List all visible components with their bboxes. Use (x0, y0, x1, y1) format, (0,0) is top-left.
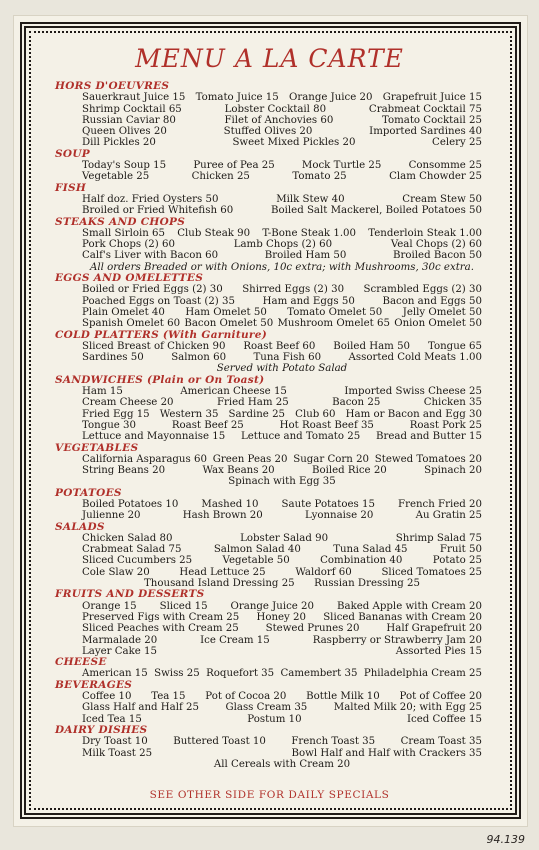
menu-item: Au Gratin 25 (415, 510, 482, 522)
menu-row (55, 386, 482, 397)
menu-row (55, 409, 482, 420)
menu-item: Celery 25 (432, 137, 482, 149)
menu-item: Bread and Butter 15 (376, 431, 482, 443)
menu-row (55, 307, 482, 318)
menu-item: Sliced 15 (159, 600, 208, 612)
section-heading: EGGS AND OMELETTES (55, 272, 204, 285)
menu-row (55, 510, 482, 521)
menu-row (55, 115, 482, 126)
menu-item-centered: All Cereals with Cream 20 (213, 758, 351, 770)
section-note: All orders Breaded or with Onions, 10c extra; with Mushrooms, 30c extra. (90, 261, 474, 273)
menu-row (55, 284, 482, 295)
menu-item: Fried Egg 15 (82, 408, 150, 420)
menu-item: Plain Omelet 40 (82, 306, 165, 318)
menu-item: Onion Omelet 50 (394, 318, 482, 330)
menu-row (55, 92, 482, 103)
menu-item: Honey 20 (256, 611, 307, 623)
menu-item: Tomato Omelet 50 (287, 306, 383, 318)
section-heading: COLD PLATTERS (With Garniture) (55, 328, 268, 341)
menu-row (55, 194, 482, 205)
menu-row (55, 567, 482, 578)
menu-item: Postum 10 (247, 713, 302, 725)
menu-item: Bacon Omelet 50 (184, 318, 274, 330)
menu-item: Cream Cheese 20 (82, 397, 174, 409)
menu-item: Half Grapefruit 20 (386, 623, 482, 635)
menu-item: Roast Beef 25 (171, 419, 244, 431)
menu-item: Mushroom Omelet 65 (277, 318, 390, 330)
menu-item: Salmon 60 (171, 352, 227, 364)
menu-item: Club Steak 90 (177, 227, 251, 239)
menu-row (55, 250, 482, 261)
section-heading: SOUP (55, 147, 90, 160)
menu-item: Boiled or Fried Eggs (2) 30 (82, 284, 223, 296)
menu-item: Milk Toast 25 (82, 747, 153, 759)
menu-item: Lobster Cocktail 80 (224, 103, 327, 115)
menu-row (55, 702, 482, 713)
menu-item: Chicken 25 (191, 171, 250, 183)
menu-item: Orange 15 (82, 600, 137, 612)
menu-item: Consomme 25 (408, 160, 482, 172)
menu-item: Ham Omelet 50 (185, 306, 267, 318)
menu-item: Salmon Salad 40 (213, 544, 301, 556)
menu-item: Tongue 30 (82, 419, 137, 431)
menu-content (55, 81, 482, 770)
menu-item: Queen Olives 20 (82, 126, 167, 138)
menu-item: Vegetable 25 (82, 171, 150, 183)
menu-item: Sliced Tomatoes 25 (381, 566, 482, 578)
menu-row (55, 205, 482, 216)
menu-item: Hash Brown 20 (182, 510, 263, 522)
menu-item: Roast Pork 25 (409, 419, 482, 431)
menu-row (55, 352, 482, 363)
menu-row (55, 499, 482, 510)
menu-item: Cole Slaw 20 (82, 566, 150, 578)
menu-title: MENU A LA CARTE (135, 44, 404, 73)
section-heading: BEVERAGES (55, 678, 133, 691)
menu-item: Iced Tea 15 (82, 713, 142, 725)
menu-item: Tomato Juice 15 (195, 92, 279, 104)
menu-item: Calf's Liver with Bacon 60 (82, 250, 219, 262)
menu-item: Boiled Potatoes 10 (82, 498, 179, 510)
menu-row (55, 635, 482, 646)
menu-item: Spanish Omelet 60 (82, 318, 181, 330)
menu-item: Veal Chops (2) 60 (390, 239, 482, 251)
menu-item: Shrimp Cocktail 65 (82, 103, 182, 115)
menu-item: Shirred Eggs (2) 30 (242, 284, 345, 296)
section-heading: CHEESE (55, 656, 107, 669)
menu-item: Marmalade 20 (82, 634, 158, 646)
menu-item: Clam Chowder 25 (389, 171, 482, 183)
menu-item: Bowl Half and Half with Crackers 35 (291, 747, 482, 759)
menu-row (55, 171, 482, 182)
menu-row (55, 239, 482, 250)
menu-item: Imported Swiss Cheese 25 (344, 386, 482, 398)
menu-item: Baked Apple with Cream 20 (337, 600, 482, 612)
menu-item: Jelly Omelet 50 (402, 306, 482, 318)
menu-row (55, 420, 482, 431)
menu-item: Pot of Cocoa 20 (205, 691, 287, 703)
menu-row (55, 544, 482, 555)
menu-item: Dry Toast 10 (82, 736, 148, 748)
menu-item: Crabmeat Salad 75 (82, 544, 182, 556)
section-heading: HORS D'OEUVRES (55, 80, 170, 92)
menu-row (55, 318, 482, 329)
menu-item: Head Lettuce 25 (179, 566, 266, 578)
menu-item: Tongue 65 (427, 340, 482, 352)
section-note: Served with Potato Salad (216, 363, 348, 375)
menu-row (55, 397, 482, 408)
menu-item: Broiled Ham 50 (264, 250, 347, 262)
menu-item: Combination 40 (320, 555, 403, 567)
menu-item: Sardine 25 (228, 408, 286, 420)
menu-row (55, 465, 482, 476)
menu-item: Boiled Salt Mackerel, Boiled Potatoes 50 (271, 205, 482, 217)
menu-row (55, 104, 482, 115)
menu-item: Mashed 10 (201, 498, 259, 510)
menu-item: Tomato Cocktail 25 (381, 114, 482, 126)
menu-item: Assorted Pies 15 (395, 645, 482, 657)
menu-row (55, 736, 482, 747)
menu-item: Malted Milk 20; with Egg 25 (333, 702, 482, 714)
menu-item: Shrimp Salad 75 (395, 532, 482, 544)
menu-item: Lyonnaise 20 (304, 510, 374, 522)
menu-item: Layer Cake 15 (82, 645, 158, 657)
menu-item: Lettuce and Mayonnaise 15 (82, 431, 226, 443)
menu-item: Pot of Coffee 20 (399, 691, 482, 703)
menu-item: California Asparagus 60 (82, 453, 207, 465)
catalog-number: 94.139 (486, 833, 525, 846)
menu-item: Tea 15 (151, 691, 186, 703)
section-heading: STEAKS AND CHOPS (55, 215, 186, 228)
menu-row (55, 748, 482, 759)
section-heading: POTATOES (55, 486, 122, 499)
menu-item: Club 60 (295, 408, 336, 420)
menu-item: Ice Cream 15 (200, 634, 270, 646)
menu-row (55, 646, 482, 657)
menu-item: Green Peas 20 (212, 453, 288, 465)
menu-item: Coffee 10 (82, 691, 132, 703)
menu-item: Orange Juice 20 (230, 600, 315, 612)
menu-item: Chicken 35 (423, 397, 482, 409)
menu-row (55, 160, 482, 171)
menu-item: Filet of Anchovies 60 (224, 114, 334, 126)
menu-item: Julienne 20 (82, 510, 141, 522)
menu-item: Wax Beans 20 (202, 465, 275, 477)
menu-item: Bacon 25 (332, 397, 381, 409)
menu-item: Sugar Corn 20 (293, 453, 370, 465)
menu-item: Cream Toast 35 (400, 736, 482, 748)
menu-item: Scrambled Eggs (2) 30 (363, 284, 482, 296)
menu-item: Ham 15 (82, 386, 123, 398)
menu-item: French Toast 35 (291, 736, 376, 748)
menu-item: Sliced Peaches with Cream 25 (82, 623, 239, 635)
menu-item: Crabmeat Cocktail 75 (368, 103, 482, 115)
menu-row (55, 296, 482, 307)
menu-item: Tomato 25 (292, 171, 347, 183)
menu-item: Preserved Figs with Cream 25 (82, 611, 240, 623)
menu-item: Sauerkraut Juice 15 (82, 92, 186, 104)
menu-item: Sliced Breast of Chicken 90 (82, 340, 226, 352)
menu-item: Cream Stew 50 (402, 193, 482, 205)
menu-item: Sardines 50 (82, 352, 144, 364)
menu-item: Chicken Salad 80 (82, 532, 173, 544)
menu-row (55, 555, 482, 566)
menu-item: Tenderloin Steak 1.00 (368, 227, 482, 239)
menu-item: Potato 25 (432, 555, 482, 567)
menu-item: French Fried 20 (398, 498, 482, 510)
menu-item: Vegetable 50 (222, 555, 290, 567)
menu-item: Sliced Cucumbers 25 (82, 555, 193, 567)
menu-row (55, 341, 482, 352)
menu-item: Glass Half and Half 25 (82, 702, 199, 714)
menu-item: Lobster Salad 90 (240, 532, 329, 544)
menu-item: T-Bone Steak 1.00 (262, 227, 357, 239)
menu-item: Stuffed Olives 20 (223, 126, 313, 138)
menu-item: String Beans 20 (82, 465, 166, 477)
menu-item: Grapefruit Juice 15 (382, 92, 482, 104)
menu-row (55, 533, 482, 544)
menu-item: Glass Cream 35 (225, 702, 308, 714)
menu-row (55, 691, 482, 702)
section-heading: VEGETABLES (55, 441, 139, 454)
menu-item: Roquefort 35 (206, 668, 275, 680)
menu-item: Roast Beef 60 (243, 340, 316, 352)
section-heading: DAIRY DISHES (55, 723, 148, 736)
menu-item: Sweet Mixed Pickles 20 (232, 137, 356, 149)
menu-row (55, 126, 482, 137)
menu-item: Swiss 25 (154, 668, 200, 680)
menu-item: Puree of Pea 25 (193, 160, 275, 172)
menu-item: Bottle Milk 10 (306, 691, 380, 703)
menu-item-centered: Thousand Island Dressing 25 Russian Dressing 25 (144, 578, 420, 590)
menu-item: Waldorf 60 (295, 566, 352, 578)
menu-item: Stewed Tomatoes 20 (374, 453, 482, 465)
menu-row (55, 623, 482, 634)
menu-item: American Cheese 15 (180, 386, 287, 398)
menu-item: Today's Soup 15 (82, 160, 167, 172)
menu-item: Bacon and Eggs 50 (382, 295, 482, 307)
menu-item: Orange Juice 20 (289, 92, 373, 104)
menu-row (55, 228, 482, 239)
section-heading: SANDWICHES (Plain or On Toast) (55, 373, 265, 386)
menu-item: Sliced Bananas with Cream 20 (323, 611, 482, 623)
menu-item: Assorted Cold Meats 1.00 (348, 352, 482, 364)
menu-item: Ham and Eggs 50 (262, 295, 355, 307)
menu-item: Saute Potatoes 15 (281, 498, 375, 510)
menu-item: Iced Coffee 15 (407, 713, 482, 725)
menu-item: Dill Pickles 20 (82, 137, 156, 149)
menu-item: Spinach 20 (424, 465, 482, 477)
menu-item: Camembert 35 (280, 668, 358, 680)
menu-item: Pork Chops (2) 60 (82, 239, 175, 251)
menu-item: Broiled or Fried Whitefish 60 (82, 205, 234, 217)
menu-item: Western 35 (159, 408, 219, 420)
menu-item: Boiled Rice 20 (312, 465, 387, 477)
menu-item: Russian Caviar 80 (82, 114, 176, 126)
menu-item: Buttered Toast 10 (173, 736, 266, 748)
menu-item: Lamb Chops (2) 60 (233, 239, 333, 251)
section-heading: SALADS (55, 520, 105, 533)
footer-note: SEE OTHER SIDE FOR DAILY SPECIALS (149, 789, 390, 801)
menu-item: Lettuce and Tomato 25 (241, 431, 361, 443)
menu-item: Poached Eggs on Toast (2) 35 (82, 295, 235, 307)
menu-item: Tuna Fish 60 (253, 352, 322, 364)
menu-item-centered: Spinach with Egg 35 (228, 476, 336, 488)
menu-item: Fried Ham 25 (216, 397, 289, 409)
menu-item: Philadelphia Cream 25 (363, 668, 482, 680)
menu-item: Ham or Bacon and Egg 30 (345, 408, 482, 420)
menu-item: Imported Sardines 40 (369, 126, 482, 138)
menu-row (55, 137, 482, 148)
section-heading: FRUITS AND DESSERTS (55, 588, 205, 601)
menu-row (55, 612, 482, 623)
menu-item: Mock Turtle 25 (301, 160, 382, 172)
menu-row (55, 601, 482, 612)
menu-item: Milk Stew 40 (276, 193, 345, 205)
menu-item: Small Sirloin 65 (82, 227, 165, 239)
menu-item: Fruit 50 (439, 544, 482, 556)
menu-item: Half doz. Fried Oysters 50 (82, 193, 219, 205)
menu-row (55, 454, 482, 465)
menu-item: Hot Roast Beef 35 (279, 419, 374, 431)
menu-row (55, 431, 482, 442)
section-heading: FISH (55, 181, 87, 194)
menu-item: Raspberry or Strawberry Jam 20 (312, 634, 482, 646)
menu-item: Boiled Ham 50 (333, 340, 411, 352)
menu-item: American 15 (82, 668, 148, 680)
menu-item: Tuna Salad 45 (333, 544, 408, 556)
menu-item: Stewed Prunes 20 (265, 623, 360, 635)
menu-item: Broiled Bacon 50 (393, 250, 482, 262)
